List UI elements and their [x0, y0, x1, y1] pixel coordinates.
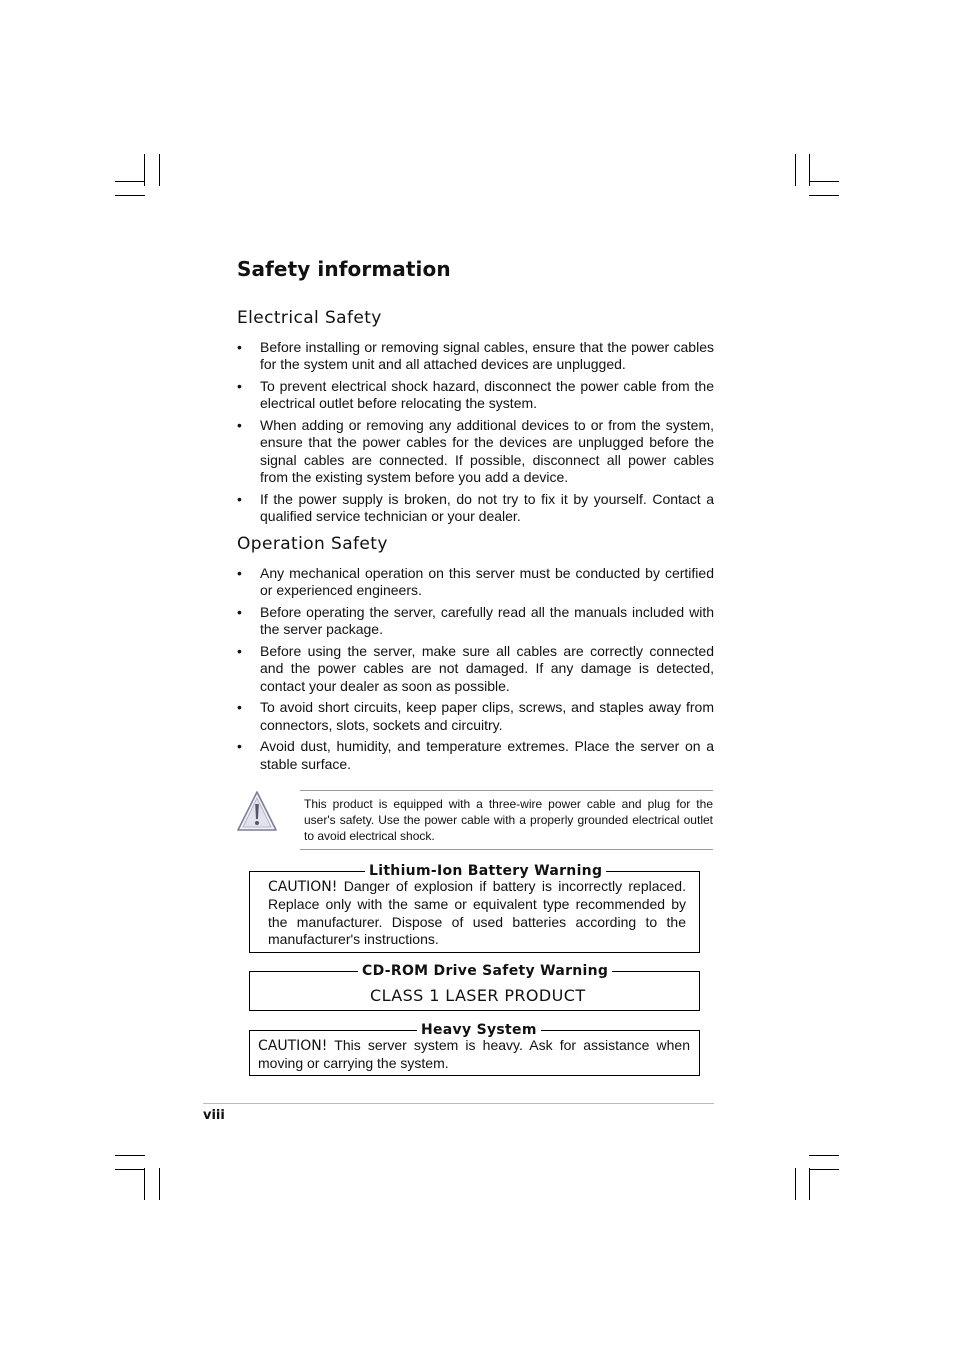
cdrom-warning-box [249, 963, 700, 1011]
crop-mark [809, 1169, 839, 1170]
crop-mark [795, 154, 796, 186]
list-item: • To prevent electrical shock hazard, disconnect the power cable from the electrical outlet before relocating the system. [237, 378, 714, 413]
heavy-system-body: This server system is heavy. Ask for assistance when moving or carrying the system. [258, 1037, 690, 1072]
crop-mark [115, 195, 145, 196]
laser-class-label: CLASS 1 LASER PRODUCT [370, 986, 586, 1005]
crop-mark [809, 195, 839, 196]
list-item: • To avoid short circuits, keep paper clips, screws, and staples away from connectors, slots, sockets and circuitry. [237, 699, 714, 734]
crop-mark [795, 1168, 796, 1200]
page-number: viii [203, 1108, 225, 1123]
electrical-safety-list [237, 339, 714, 530]
page-title: Safety information [237, 257, 451, 281]
crop-mark [115, 181, 145, 182]
crop-mark [115, 1169, 145, 1170]
battery-warning-title: Lithium-Ion Battery Warning [365, 862, 606, 880]
battery-warning-body: Danger of explosion if battery is incorrectly replaced. Replace only with the same or equivalent type recommended by the manufacturer. Dispose of used batteries according to the manufacturer's instructions. [268, 878, 686, 948]
crop-mark [809, 1155, 839, 1156]
list-item: • When adding or removing any additional devices to or from the system, ensure that the power cables for the devices are unplugged before the signal cables are connected. If possible, disconnect all power cables from the existing system before you add a device. [237, 417, 714, 487]
list-item: • Avoid dust, humidity, and temperature extremes. Place the server on a stable surface. [237, 738, 714, 773]
crop-mark [809, 1168, 810, 1200]
battery-warning-text [268, 878, 686, 949]
list-item: • Before operating the server, carefully read all the manuals included with the server package. [237, 604, 714, 639]
heavy-system-box [249, 1022, 700, 1076]
list-item: • If the power supply is broken, do not try to fix it by yourself. Contact a qualified service technician or your dealer. [237, 491, 714, 526]
caution-label: CAUTION! [268, 879, 338, 895]
operation-safety-heading: Operation Safety [237, 534, 388, 554]
warning-note-text: This product is equipped with a three-wire power cable and plug for the user's safety. Use the power cable with a properly grounded electrical outlet to avoid electrical shock. [304, 797, 713, 843]
list-item: • Before using the server, make sure all cables are correctly connected and the power cables are not damaged. If any damage is detected, contact your dealer as soon as possible. [237, 643, 714, 695]
warning-note [300, 790, 713, 850]
list-item: • Before installing or removing signal cables, ensure that the power cables for the system unit and all attached devices are unplugged. [237, 339, 714, 374]
cdrom-warning-title: CD-ROM Drive Safety Warning [358, 962, 612, 980]
heavy-system-title: Heavy System [417, 1021, 541, 1039]
battery-warning-box [249, 863, 700, 953]
list-item: • Any mechanical operation on this server must be conducted by certified or experienced engineers. [237, 565, 714, 600]
crop-mark [809, 181, 839, 182]
electrical-safety-heading: Electrical Safety [237, 308, 382, 328]
warning-icon [236, 790, 278, 834]
crop-mark [115, 1155, 145, 1156]
crop-mark [159, 154, 160, 186]
caution-label: CAUTION! [258, 1038, 328, 1054]
heavy-system-text [258, 1037, 690, 1073]
footer-divider [203, 1103, 714, 1104]
crop-mark [144, 1168, 145, 1200]
operation-safety-list [237, 565, 714, 777]
crop-mark [159, 1168, 160, 1200]
